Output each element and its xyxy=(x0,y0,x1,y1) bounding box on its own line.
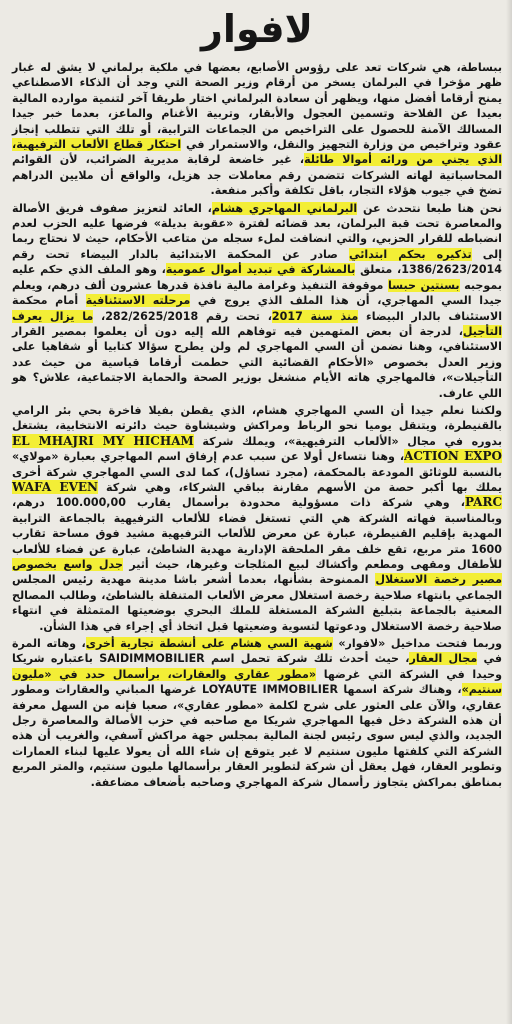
text-run: ، وهاته المرة في xyxy=(12,637,502,666)
text-run: ، لدرجة أن بعض المتهمين فيه توفاهم الله إليه دون أن يعلموا بمصير القرار الاستئنافي، وهنا نضمن أن السي المهاجري لم ولن يطرح سؤالا كتابيا أو شفاهيا على وزير العدل بخصوص «الأحكام القضائية التي حطمت أرقاما قياسية من حيث عدد التأجيلات»، فالمهاجري هاته الأيام منشغل بوزير الصحة والحماية الاجتماعية، علاش؟ هو اللي عارف. xyxy=(12,324,502,400)
page-edge-shadow xyxy=(506,0,512,1024)
highlighted-phrase: البرلماني المهاجري هشام xyxy=(211,201,358,215)
text-run: أمام محكمة الاستئناف بالدار البيضاء xyxy=(12,294,503,323)
text-run: ، تحت رقم 282/2625/2018، xyxy=(93,309,272,323)
text-run: ، حيث أحدث تلك شركة تحمل اسم SAIDIMMOBILIER باعتباره شريكا وحيدا في الشركة التي غرضها xyxy=(12,652,502,681)
text-run: ولكننا نعلم جيدا أن السي المهاجري هشام، الذي يقطن بفيلا فاخرة بحي بئر الرامي بالقنيطرة، ويتنقل يوميا نحو الرباط ومراكش وشيشاوة حيث دائرته الانتخابية، يشتغل بدوره في مجال «الألعاب الترفيهية»، ويملك شركة xyxy=(12,403,502,448)
highlighted-phrase: منذ سنة 2017 xyxy=(271,309,359,323)
highlighted-phrase: ما يزال يعرف التأجيل xyxy=(12,309,502,338)
article-body xyxy=(12,60,502,790)
highlighted-phrase: WAFA EVEN PARC xyxy=(12,479,502,510)
text-run: ، وهناك شركة اسمها LOYAUTE IMMOBILIER غرضها المباني والعقارات ومطور عقاري، والآن على العثور على شرح لكلمة «مطور عقاري»، صعبا فإنه من السهل معرفة أن هذه الشركة دخل فيها المهاجري شريكا مع صاحبه في حزب الأصالة والمعاصرة رجل الجديد، والذي ليس سوى رئيس لجنة المالية بمجلس جهة مراكش آسفي، والغريب أن هذه الشركة التي كلفتها مليون سنتيم لا غير يتوقع إن شاء الله أن يعولا عليها لبناء العمارات وتطوير العقار، فهل يعقل أن شركة لتطوير العقار برأسمالها مليون سنتيم، والمتر المربع بمناطق بمراكش يتجاوز رأسمال شركة المهاجري وصاحبه بأضعاف مضاعفة. xyxy=(12,683,502,789)
text-run: ، وهو الملف الذي حكم عليه بموجبه xyxy=(12,263,502,292)
text-run: نحن هنا طبعا نتحدث عن xyxy=(357,201,502,215)
text-run: ، وهنا نتساءل أولا عن سبب عدم إرفاق اسم المهاجري بعبارة «مولاي» بالنسبة للوثائق المودعة بالمحكمة، (مجرد تساؤل)، كما لدى السي المهاجري شركة أخرى يملك بها أكبر حصة من الأسهم مقارنة بباقي الشركاء، وهي شركة xyxy=(12,450,502,494)
highlighted-phrase: مرحلته الاستئنافية xyxy=(85,294,191,308)
highlighted-phrase: احتكار قطاع الألعاب الترفيهية، الذي يجني من ورائه أموالا طائلة xyxy=(12,138,503,167)
highlighted-phrase: تذكيره بحكم ابتدائي xyxy=(349,247,472,261)
highlighted-phrase: «مطور عقاري والعقارات، برأسمال حدد في «مليون سنتيم» xyxy=(12,667,502,697)
text-run: وربما فتحت مداخيل «لافوار» xyxy=(332,637,502,651)
highlighted-phrase: EL MHAJRI MY HICHAM ACTION EXPO xyxy=(12,433,503,464)
article-paragraph xyxy=(12,403,502,634)
text-run: ببساطة، هي شركات تعد على رؤوس الأصابع، بعضها في ملكية برلماني لا يشق له غبار ظهر مؤخرا في البرلمان يسخر من أرقام وزير الصحة التي وجد أن الذكاء الاصطناعي يمنح أرقاما أفضل منها، ويظهر أن سعادة البرلماني اختار طريقا آخر لتنمية موارده المالية بعيدا عن الفلاحة وتسمين العجول والأبقار، وتربية الأغنام والماعز، بعدما خبر جيدا المسالك الآمنة للحصول على التراخيص من الجماعات الترابية، أو تلك التي تتطلب إنجاز عقود وتراخيص من وزارة التجهيز والنقل، والاستمرار في xyxy=(12,61,502,152)
article-paragraph xyxy=(12,201,502,401)
text-run: الممنوحة بشأنها، بعدما أشعر باشا مدينة مهدية رئيس المجلس الجماعي بانتهاء صلاحية رخصة استغلال معرض الألعاب المتنقلة بالشاطئ، وطالب المصالح المعنية بالجماعة بتبليغ الشركة المستغلة للملك البحري بوضعيتها المتمثلة في انتهاء صلاحية رخصة الاستغلال ودعوتها لتسوية وضعيتها قبل اتخاذ أي إجراء في هذا الشأن. xyxy=(12,573,502,633)
text-run: صادر عن المحكمة الابتدائية بالدار البيضاء تحت رقم 1386/2623/2014، متعلق xyxy=(12,247,502,277)
article-paragraph xyxy=(12,60,502,199)
highlighted-phrase: مجال العقار xyxy=(409,652,478,666)
text-run: ، العائد لتعزيز صفوف فريق الأصالة والمعاصرة تحت قبة البرلمان، بعد قضائه لفترة «عقوبة بديلة» فرضها عليه الحزب لعدم انضباطه للقرار الحزبي، والتي انضافت لملء سجله من متاعب الأحكام، حيث لا نحتاج ربما إلى xyxy=(12,201,502,261)
text-run: ، وهي شركة ذات مسؤولية محدودة برأسمال يقارب 100.000,00 درهم، وبالمناسبة فهاته الشركة هي التي تستغل فضاء للألعاب الترفيهية بالجماعة الترابية المهدية بإقليم القنيطرة، عبارة عن معرض للألعاب الترفيهية مشيد فوق مساحة تقارب 1600 متر مربع، تقع خلف مقر الملحقة الإدارية مهدية الشاطئ، عبارة عن فضاء للألعاب للأطفال ومقهى ومطعم وأكشاك لبيع المثلجات وغيرها، حيث أثير xyxy=(12,496,502,571)
article-headline: لافوار xyxy=(201,7,313,51)
article-paragraph xyxy=(12,636,502,790)
highlighted-phrase: بالمشاركة في تبديد أموال عمومية xyxy=(165,263,356,277)
highlighted-phrase: جدل واسع بخصوص مصير رخصة الاستغلال xyxy=(12,558,502,587)
highlighted-phrase: شهية السي هشام على أنشطة تجارية أخرى xyxy=(85,637,333,651)
text-run: ، غير خاضعة لرقابة مديرية الضرائب، لأن القوائم المحاسباتية لهاته الشركات تتضمن رقم معاملات جد هزيل، والواقع أن ملايين الدراهم تضخ في جيوب هؤلاء التجار، باقل تكلفة وأكبر منفعة. xyxy=(12,153,502,198)
text-run: موقوفة التنفيذ وغرامة مالية نافذة قدرها عشرون ألف درهم، ويعلم جيدا السي المهاجري، أن هذا الملف الذي يروج في xyxy=(12,278,502,308)
highlighted-phrase: بسنتين حبسا xyxy=(388,278,460,292)
